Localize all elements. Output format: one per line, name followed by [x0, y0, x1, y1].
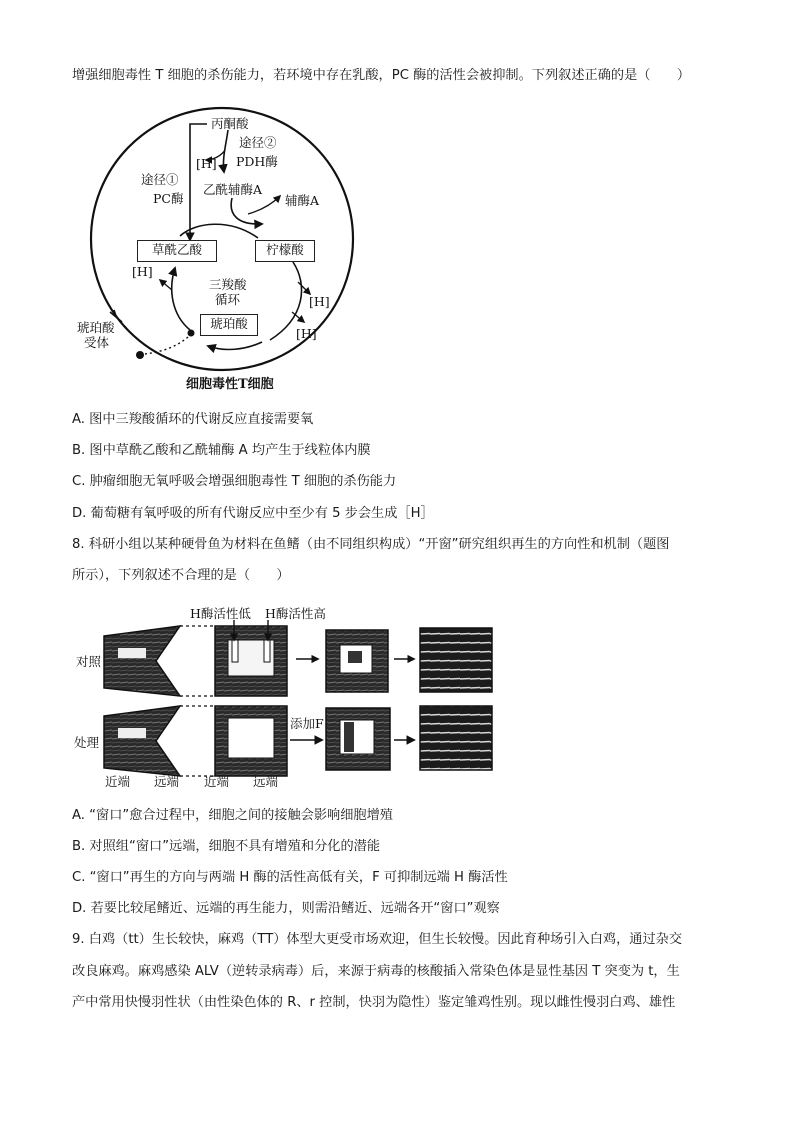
- q8-option-d: D. 若要比较尾鳍近、远端的再生能力，则需沿鳍近、远端各开“窗口”观察: [72, 901, 500, 916]
- label-tca-1: 三羧酸: [209, 277, 247, 292]
- q8-option-c: C. “窗口”再生的方向与两端 H 酶的活性高低有关，F 可抑制远端 H 酶活性: [72, 870, 508, 885]
- label-pc: PC酶: [153, 191, 184, 206]
- treatment-fin-cut: [104, 706, 180, 776]
- q9-line2: 改良麻鸡。麻鸡感染 ALV（逆转录病毒）后，来源于病毒的核酸插入常染色体是显性基因 T 突变为 t，生: [72, 964, 680, 979]
- q7-option-d: D. 葡萄糖有氧呼吸的所有代谢反应中至少有 5 步会生成［H］: [72, 506, 434, 521]
- box-oxaloacetate: 草酰乙酸: [137, 240, 217, 262]
- diagram-caption: 细胞毒性T细胞: [186, 377, 274, 392]
- label-h-cycle-right2: [H]: [296, 326, 317, 341]
- box-citrate: 柠檬酸: [255, 240, 315, 262]
- label-tca-2: 循环: [215, 292, 241, 307]
- q9-line1: 9. 白鸡（tt）生长较快，麻鸡（TT）体型大更受市场欢迎，但生长较慢。因此育种场引入白鸡，通过杂交: [72, 932, 683, 947]
- label-coa: 辅酶A: [285, 193, 320, 208]
- q7-stem: 增强细胞毒性 T 细胞的杀伤能力，若环境中存在乳酸，PC 酶的活性会被抑制。下列叙述正确的是（ ）: [72, 68, 691, 83]
- label-h-high: H酶活性高: [265, 606, 326, 621]
- control-window-bracket-right: [264, 640, 270, 662]
- treatment-fin-window-mark: [118, 728, 146, 738]
- label-control: 对照: [76, 654, 102, 669]
- control-fin-window-mark: [118, 648, 146, 658]
- box-succinate: 琥珀酸: [200, 314, 258, 336]
- treatment-window-opening: [228, 718, 274, 758]
- q8-option-a: A. “窗口”愈合过程中，细胞之间的接触会影响细胞增殖: [72, 808, 393, 823]
- label-h-cycle-right1: [H]: [309, 294, 330, 309]
- q8-stem-line2: 所示），下列叙述不合理的是（ ）: [72, 568, 290, 583]
- q8-stem-line1: 8. 科研小组以某种硬骨鱼为材料在鱼鳍（由不同组织构成）“开窗”研究组织再生的方向性和机制（题图: [72, 537, 670, 552]
- control-window-bracket-left: [232, 640, 238, 662]
- q8-option-b: B. 对照组“窗口”远端，细胞不具有增殖和分化的潜能: [72, 839, 381, 854]
- label-pyruvate: 丙酮酸: [211, 116, 249, 131]
- q9-line3: 产中常用快慢羽性状（由性染色体的 R、r 控制，快羽为隐性）鉴定雏鸡性别。现以雌性慢羽白鸡、雄性: [72, 995, 676, 1010]
- label-add-f: 添加F: [290, 716, 324, 731]
- label-near-2: 近端: [204, 774, 230, 789]
- label-pathway1: 途径①: [141, 172, 179, 187]
- label-near-1: 近端: [105, 774, 131, 789]
- q7-option-b: B. 图中草酰乙酸和乙酰辅酶 A 均产生于线粒体内膜: [72, 443, 371, 458]
- control-fin-cut: [104, 626, 180, 696]
- label-far-1: 远端: [154, 774, 180, 789]
- label-h-left: [H]: [196, 156, 217, 171]
- label-h-cycle-left: [H]: [132, 264, 153, 279]
- label-h-low: H酶活性低: [190, 606, 251, 621]
- label-treatment: 处理: [74, 735, 100, 750]
- label-acetyl-coa: 乙酰辅酶A: [203, 182, 263, 197]
- label-pdh: PDH酶: [236, 154, 278, 169]
- q7-option-c: C. 肿瘤细胞无氧呼吸会增强细胞毒性 T 细胞的杀伤能力: [72, 474, 397, 489]
- treatment-healing-tissue: [344, 722, 354, 752]
- q7-option-a: A. 图中三羧酸循环的代谢反应直接需要氧: [72, 412, 314, 427]
- treatment-regenerated: [420, 706, 492, 770]
- label-receptor-2: 受体: [84, 335, 110, 350]
- label-far-2: 远端: [253, 774, 279, 789]
- control-regenerated: [420, 628, 492, 692]
- label-pathway2: 途径②: [239, 135, 277, 150]
- label-receptor-1: 琥珀酸: [77, 320, 115, 335]
- control-healing-tissue: [348, 651, 362, 663]
